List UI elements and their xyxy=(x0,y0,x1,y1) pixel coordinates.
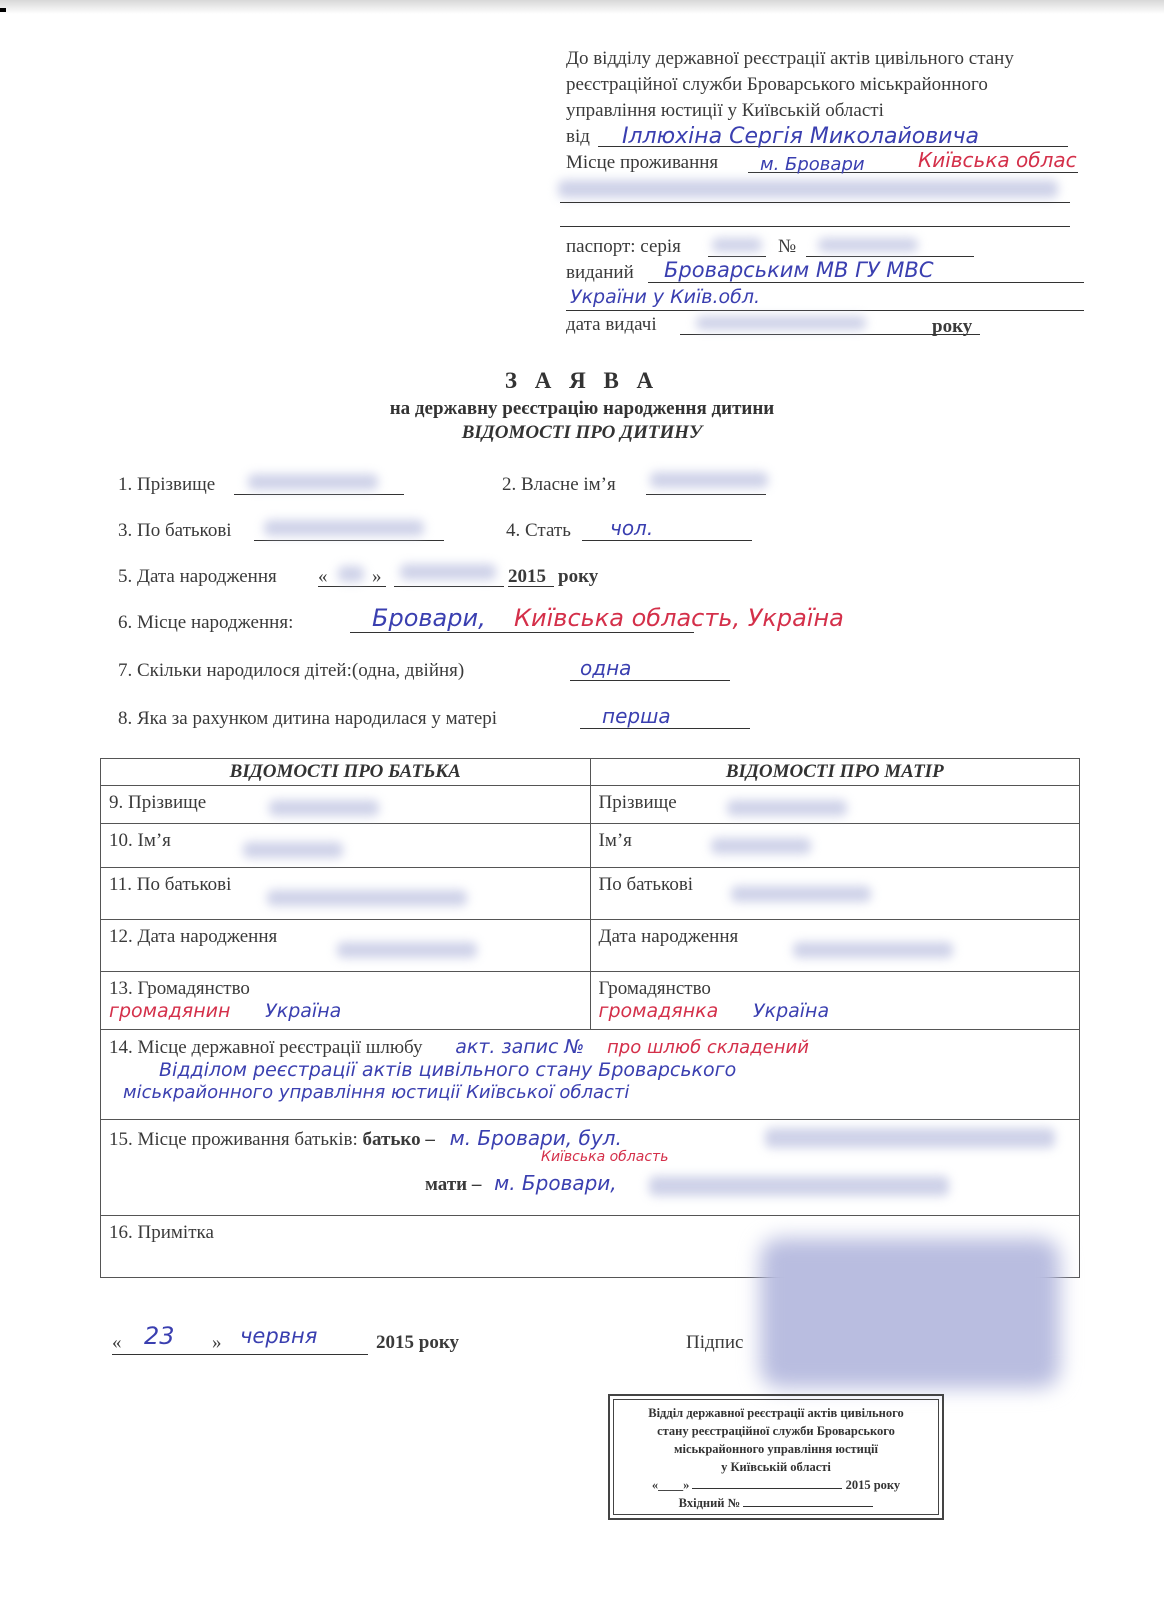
child-surname-underline xyxy=(234,494,404,495)
issued-value-line-2: України у Київ.обл. xyxy=(570,286,761,308)
redacted-mother-surname xyxy=(727,800,847,816)
mother-citizenship-blue: Україна xyxy=(753,1000,830,1022)
redacted-birth-month xyxy=(400,564,496,580)
mother-surname-label: Прізвище xyxy=(598,792,677,813)
child-firstname-underline xyxy=(646,494,766,495)
redacted-child-patronymic xyxy=(264,520,424,536)
registration-stamp xyxy=(608,1394,944,1520)
from-label: від xyxy=(566,126,590,147)
birth-order-label: 8. Яка за рахунком дитина народилася у матері xyxy=(118,708,498,729)
birth-month-underline xyxy=(394,586,504,587)
issued-underline-2 xyxy=(566,310,1084,311)
issued-value-line-1: Броварським МВ ГУ МВС xyxy=(664,258,934,282)
birth-date-open: « xyxy=(318,566,328,587)
redacted-mother-birth xyxy=(793,942,953,958)
redacted-issue-date xyxy=(696,316,866,330)
birth-year-suffix: року xyxy=(558,566,599,587)
birth-date-close: » xyxy=(372,566,382,587)
marriage-place-line-3: міськрайонного управління юстиції Київської області xyxy=(123,1082,630,1103)
redacted-child-surname xyxy=(248,474,378,490)
mother-residence-value: м. Бровари, xyxy=(494,1171,617,1195)
children-count-value: одна xyxy=(580,656,632,680)
birth-year-underline xyxy=(508,586,554,587)
father-residence-red: Київська область xyxy=(541,1149,669,1165)
father-citizenship-red: громадянин xyxy=(109,1000,231,1022)
footer-date-open: « xyxy=(112,1332,122,1353)
addressee-line-2: реєстраційної служби Броварського міськрайонного xyxy=(566,74,988,95)
footer-date-year: 2015 року xyxy=(376,1332,459,1353)
father-header: ВІДОМОСТІ ПРО БАТЬКА xyxy=(101,759,591,786)
footer-date-month: червня xyxy=(240,1324,318,1348)
residence-value-region: Київська облас xyxy=(918,148,1077,172)
birth-date-label: 5. Дата народження xyxy=(118,566,277,587)
birth-place-label: 6. Місце народження: xyxy=(118,612,294,633)
child-sex-value: чол. xyxy=(610,516,654,540)
mother-birth-label: Дата народження xyxy=(598,926,739,947)
from-value: Іллюхіна Сергія Миколайовича xyxy=(622,124,979,149)
redacted-mother-residence xyxy=(649,1176,949,1196)
stamp-line-3: міськрайонного управління юстиції xyxy=(673,1442,878,1456)
parents-residence-label: 15. Місце проживання батьків: xyxy=(109,1129,358,1150)
child-sex-underline xyxy=(582,540,752,541)
child-section-title: ВІДОМОСТІ ПРО ДИТИНУ xyxy=(461,422,703,443)
redacted-signature xyxy=(760,1238,1060,1388)
footer-date-close: » xyxy=(212,1332,222,1353)
passport-series-underline xyxy=(708,256,766,257)
child-firstname-label: 2. Власне ім’я xyxy=(502,474,616,495)
address-underline-2 xyxy=(560,226,1070,227)
birth-place-value-city: Бровари, xyxy=(372,604,486,632)
parents-table xyxy=(100,758,1080,1278)
residence-label: Місце проживання xyxy=(566,152,719,173)
father-residence-prefix: батько – xyxy=(362,1129,435,1150)
father-residence-value: м. Бровари, бул. xyxy=(449,1126,622,1150)
stamp-date-open: «____» xyxy=(651,1478,690,1492)
redacted-passport-series xyxy=(712,238,762,252)
father-name-label: 10. Ім’я xyxy=(109,830,171,851)
child-patronymic-label: 3. По батькові xyxy=(118,520,232,541)
note-label: 16. Примітка xyxy=(109,1222,214,1243)
stamp-incoming-underline xyxy=(743,1506,873,1507)
birth-place-value-rest: Київська область, Україна xyxy=(514,604,844,632)
redacted-mother-patronymic xyxy=(731,886,871,902)
redacted-address xyxy=(558,180,1058,198)
passport-series-label: паспорт: серія xyxy=(566,236,681,257)
stamp-incoming-label: Вхідний № xyxy=(678,1496,741,1510)
address-underline-1 xyxy=(560,202,1070,203)
addressee-line-1: До відділу державної реєстрації актів цивільного стану xyxy=(566,48,1014,69)
issued-label: виданий xyxy=(566,262,634,283)
passport-number-label: № xyxy=(778,236,797,257)
marriage-place-line-2: Відділом реєстрації актів цивільного стану Броварського xyxy=(159,1059,737,1081)
marriage-place-top: акт. запис № xyxy=(455,1036,585,1058)
redacted-birth-day xyxy=(338,566,364,582)
father-birth-label: 12. Дата народження xyxy=(109,926,278,947)
mother-patronymic-label: По батькові xyxy=(598,874,694,895)
document-subtitle: на державну реєстрацію народження дитини xyxy=(389,398,775,419)
redacted-father-surname xyxy=(269,800,379,816)
father-citizenship-blue: Україна xyxy=(265,1000,342,1022)
redacted-father-residence xyxy=(765,1128,1055,1148)
scan-mark xyxy=(0,8,6,12)
father-citizenship-label: 13. Громадянство xyxy=(109,978,250,999)
redacted-child-firstname xyxy=(650,472,768,488)
mother-citizenship-red: громадянка xyxy=(598,1000,719,1022)
children-count-label: 7. Скільки народилося дітей:(одна, двійня) xyxy=(118,660,465,681)
mother-residence-prefix: мати – xyxy=(425,1174,482,1195)
stamp-line-2: стану реєстраційної служби Броварського xyxy=(657,1424,895,1438)
birth-year: 2015 xyxy=(508,566,546,587)
document-title: З А Я В А xyxy=(504,368,660,393)
passport-number-underline xyxy=(806,256,974,257)
issued-underline-1 xyxy=(648,282,1084,283)
addressee-line-3: управління юстиції у Київській області xyxy=(566,100,884,121)
mother-header: ВІДОМОСТІ ПРО МАТІР xyxy=(590,759,1080,786)
redacted-father-name xyxy=(243,842,343,858)
children-count-underline xyxy=(570,680,730,681)
issue-date-suffix: року xyxy=(932,316,973,337)
child-sex-label: 4. Стать xyxy=(506,520,571,541)
footer-date-day: 23 xyxy=(144,1322,175,1350)
birth-place-underline xyxy=(350,632,694,633)
marriage-place-red-top: про шлюб складений xyxy=(607,1037,809,1058)
marriage-place-label: 14. Місце державної реєстрації шлюбу xyxy=(109,1037,423,1058)
birth-order-value: перша xyxy=(602,704,671,728)
child-surname-label: 1. Прізвище xyxy=(118,474,216,495)
stamp-date-year: 2015 року xyxy=(845,1478,901,1492)
redacted-father-birth xyxy=(337,942,477,958)
redacted-mother-name xyxy=(711,838,811,854)
scan-edge xyxy=(0,0,1164,14)
footer-date-underline xyxy=(112,1354,368,1355)
birth-order-underline xyxy=(580,728,750,729)
redacted-passport-number xyxy=(818,238,918,252)
mother-citizenship-label: Громадянство xyxy=(598,978,711,999)
mother-name-label: Ім’я xyxy=(598,830,632,851)
issue-date-label: дата видачі xyxy=(566,314,657,335)
residence-value-city: м. Бровари xyxy=(760,154,865,175)
redacted-father-patronymic xyxy=(267,890,467,906)
father-surname-label: 9. Прізвище xyxy=(109,792,207,813)
stamp-line-4: у Київській області xyxy=(721,1460,831,1474)
signature-label: Підпис xyxy=(686,1332,744,1353)
stamp-line-1: Відділ державної реєстрації актів цивільного xyxy=(648,1406,904,1420)
child-patronymic-underline xyxy=(254,540,444,541)
father-patronymic-label: 11. По батькові xyxy=(109,874,232,895)
stamp-date-underline xyxy=(692,1488,842,1489)
